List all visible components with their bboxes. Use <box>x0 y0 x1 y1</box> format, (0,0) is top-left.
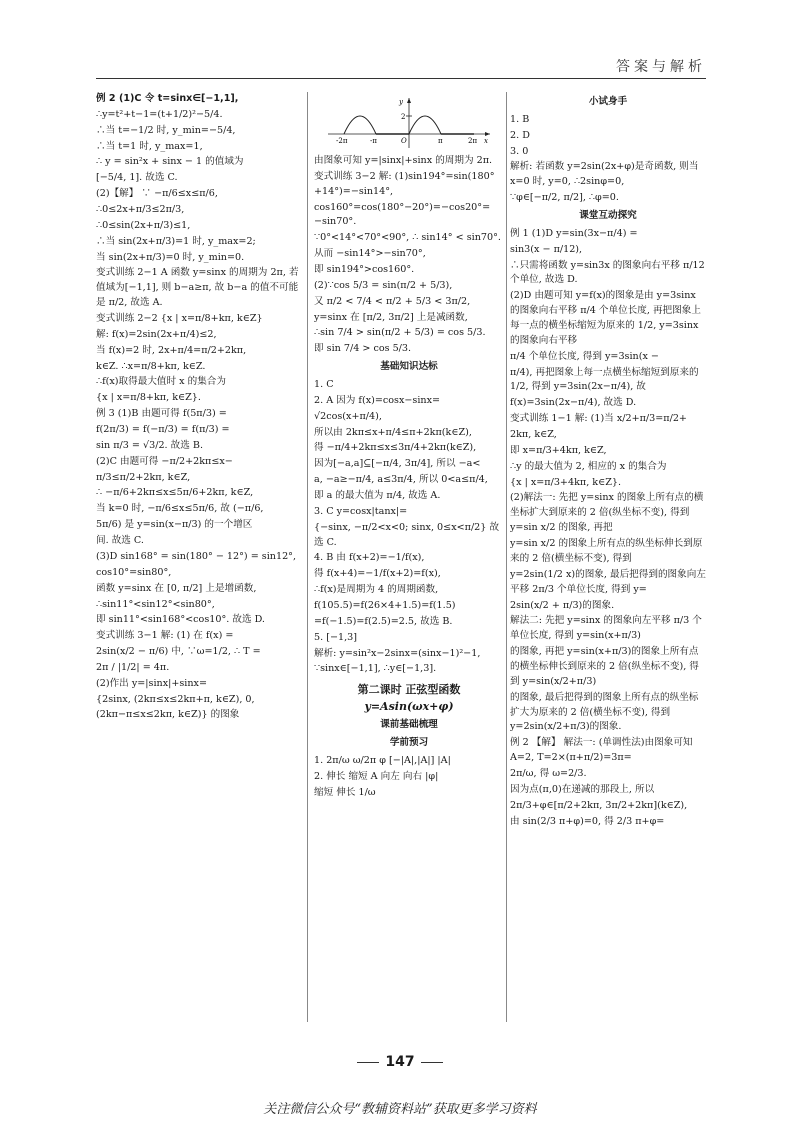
section-heading: 课前基础梳理 <box>380 719 438 731</box>
text-line: 由 sin(2/3 π+φ)=0, 得 2/3 π+φ= <box>510 815 665 827</box>
text-line: ∴f(x)是周期为 4 的周期函数, <box>314 584 439 596</box>
text-line: (2)∵cos 5/3 = sin(π/2 + 5/3), <box>314 279 453 291</box>
text-line: 2. 伸长 缩短 A 向左 向右 |φ| <box>314 771 439 783</box>
text-line: 变式训练 3−1 解: (1) 在 f(x) = <box>96 630 234 642</box>
text-line: 例 3 (1)B 由题可得 f(5π/3) = <box>96 408 227 420</box>
text-line: ∴当 sin(2x+π/3)=1 时, y_max=2; <box>96 235 256 247</box>
text-line: 即 a 的最大值为 π/4, 故选 A. <box>314 490 441 502</box>
text-line: 当 sin(2x+π/3)=0 时, y_min=0. <box>96 251 245 263</box>
page-number <box>0 1054 800 1070</box>
text-line: [−5/4, 1]. 故选 C. <box>96 172 178 184</box>
text-line: 即 x=π/3+4kπ, k∈Z, <box>510 444 607 456</box>
text-line: 得 −π/4+2kπ≤x≤3π/4+2kπ(k∈Z), <box>314 442 477 454</box>
text-line: f(105.5)=f(26×4+1.5)=f(1.5) <box>314 600 456 612</box>
text-line: 例 2 (1)C 令 t=sinx∈[−1,1], <box>96 93 239 104</box>
column-right <box>510 92 706 1047</box>
graph-label: -π <box>370 137 377 145</box>
text-line: 的图象, 最后把得到的图象上所有点的纵坐标扩大为原来的 2 倍(横坐标不变), 得到 y=2sin(x/2+π/3)的图象. <box>510 691 699 733</box>
header-rule <box>96 78 706 79</box>
text-line: 得 f(x+4)=−1/f(x+2)=f(x), <box>314 568 441 580</box>
text-line: 2kπ, k∈Z, <box>510 429 557 441</box>
text-line: 3. C y=cosx|tanx|= <box>314 505 408 517</box>
text-line: 即 sin 7/4 > cos 5/3. <box>314 343 412 355</box>
text-line: 又 π/2 < 7/4 < π/2 + 5/3 < 3π/2, <box>314 295 471 307</box>
text-line: {x | x=π/8+kπ, k∈Z}. <box>96 392 201 404</box>
text-line: 例 2 【解】 解法一: (单调性法)由图象可知 A=2, T=2×(π+π/2)=3π= <box>510 737 693 764</box>
text-line: ∴y=t²+t−1=(t+1/2)²−5/4. <box>96 108 223 120</box>
text-line: 2. D <box>510 129 530 141</box>
text-line: 2. A 因为 f(x)=cosx−sinx= <box>314 394 441 406</box>
text-line: 变式训练 2−1 A 函数 y=sinx 的周期为 2π, 若值域为[−1,1], 则 b−a≥π, 故 b−a 的值不可能是 π/2, 故选 A. <box>96 267 299 309</box>
text-line: π/4 个单位长度, 得到 y=3sin(x − <box>510 350 659 362</box>
graph-label: π <box>438 137 443 145</box>
text-line: cos160°=cos(180°−20°)=−cos20°= −sin70°. <box>314 201 491 228</box>
text-line: 1. 2π/ω ω/2π φ [−|A|,|A|] |A| <box>314 755 451 767</box>
text-line: {2sinx, (2kπ≤x≤2kπ+π, k∈Z), 0, (2kπ−π≤x≤2kπ, k∈Z)} 的图象 <box>96 693 255 720</box>
text-line: y=sin x/2 的图象上所有点的纵坐标伸长到原来的 2 倍(横坐标不变), 得到 <box>510 538 703 564</box>
text-line: (2)【解】 ∵ −π/6≤x≤π/6, <box>96 188 218 200</box>
graph-label: 2 <box>401 113 406 121</box>
text-line: 2π/3+φ∈[π/2+2kπ, 3π/2+2kπ](k∈Z), <box>510 799 688 811</box>
text-line: (2)D 由题可知 y=f(x)的图象是由 y=3sinx 的图象向右平移 π/4 个单位长度, 再把图象上每一点的横坐标缩短为原来的 1/2, y=3sinx 的图象向右平移 <box>510 290 701 346</box>
text-line: ∴当 t=−1/2 时, y_min=−5/4, <box>96 124 236 136</box>
lesson-title: 第二课时 正弦型函数 <box>357 683 461 697</box>
column-middle <box>314 92 504 1047</box>
text-line: ∴只需将函数 y=sin3x 的图象向右平移 π/12 个单位, 故选 D. <box>510 259 705 286</box>
graph-label: O <box>401 137 407 145</box>
text-line: ∴当 t=1 时, y_max=1, <box>96 140 203 152</box>
header-title: 答案与解析 <box>616 59 706 75</box>
text-line: 5. [−1,3] <box>314 631 357 643</box>
text-line: a, −a≥−π/4, a≤3π/4, 所以 0<a≤π/4, <box>314 474 488 486</box>
text-line: 2sin(x/2 − π/6) 中, ∵ω=1/2, ∴ T = <box>96 646 261 658</box>
text-line: ∴ y = sin²x + sinx − 1 的值域为 <box>96 156 244 168</box>
text-line: 4. B 由 f(x+2)=−1/f(x), <box>314 552 425 564</box>
text-line: k∈Z. ∴x=π/8+kπ, k∈Z. <box>96 360 206 372</box>
text-line: ∴0≤sin(2x+π/3)≤1, <box>96 219 191 231</box>
text-line: ∴y 的最大值为 2, 相应的 x 的集合为 <box>510 460 667 472</box>
section-heading: 学前预习 <box>389 737 429 749</box>
page-number-value: 147 <box>385 1054 415 1070</box>
text-line: (2)解法一: 先把 y=sinx 的图象上所有点的横坐标扩大到原来的 2 倍(纵坐标不变), 得到 y=sin x/2 的图象, 再把 <box>510 492 704 534</box>
text-line: {x | x=π/3+4kπ, k∈Z}. <box>510 476 622 488</box>
text-line: (2)C 由题可得 −π/2+2kπ≤x− <box>96 455 233 467</box>
page-number-dash <box>421 1062 443 1063</box>
text-line: ∵φ∈[−π/2, π/2], ∴φ=0. <box>510 192 619 204</box>
text-line: ∴f(x)取得最大值时 x 的集合为 <box>96 376 226 388</box>
text-line: y=2sin(1/2 x)的图象, 最后把得到的图象向左平移 2π/3 个单位长度, 得到 y= <box>510 568 706 595</box>
footer-note: 关注微信公众号“教辅资料站”获取更多学习资料 <box>263 1102 537 1117</box>
text-line: 解析: y=sin²x−2sinx=(sinx−1)²−1, ∵sinx∈[−1,1], ∴y∈[−1,3]. <box>314 647 481 674</box>
function-graph <box>324 94 494 150</box>
text-line: 当 f(x)=2 时, 2x+π/4=π/2+2kπ, <box>96 344 247 356</box>
section-heading: 基础知识达标 <box>380 361 438 373</box>
text-line: 缩短 伸长 1/ω <box>314 786 376 798</box>
text-line: 1. B <box>510 113 530 125</box>
page-number-dash <box>357 1062 379 1063</box>
text-line: 解析: 若函数 y=2sin(2x+φ)是奇函数, 则当 x=0 时, y=0, ∴2sinφ=0, <box>510 161 699 188</box>
text-line: ∴sin 7/4 > sin(π/2 + 5/3) = cos 5/3. <box>314 327 486 339</box>
column-left <box>96 92 304 1047</box>
text-line: ∴sin11°<sin12°<sin80°, <box>96 598 215 610</box>
text-line: 变式训练 3−2 解: (1)sin194°=sin(180° +14°)=−sin14°, <box>314 170 495 197</box>
text-line: 因为[−a,a]⊆[−π/4, 3π/4], 所以 −a< <box>314 458 481 470</box>
graph-label: -2π <box>336 137 348 145</box>
section-heading: 课堂互动探究 <box>579 210 637 222</box>
text-line: 由图象可知 y=|sinx|+sinx 的周期为 2π. <box>314 155 493 166</box>
text-line: y=sinx 在 [π/2, 3π/2] 上是减函数, <box>314 311 468 323</box>
text-line: sin3(x − π/12), <box>510 243 583 255</box>
text-line: ∴ −π/6+2kπ≤x≤5π/6+2kπ, k∈Z, <box>96 487 254 499</box>
text-line: f(x)=3sin(2x−π/4), 故选 D. <box>510 397 637 409</box>
text-line: √2cos(x+π/4), <box>314 410 382 422</box>
text-line: 从而 −sin14°>−sin70°, <box>314 248 426 260</box>
text-line: ∵0°<14°<70°<90°, ∴ sin14° < sin70°. <box>314 232 501 244</box>
text-line: cos10°=sin80°, <box>96 566 172 578</box>
text-line: 2π / |1/2| = 4π. <box>96 661 170 673</box>
text-line: 例 1 (1)D y=sin(3x−π/4) = <box>510 227 638 239</box>
text-line: 变式训练 2−2 {x | x=π/8+kπ, k∈Z} <box>96 313 263 325</box>
text-line: ∴0≤2x+π/3≤2π/3, <box>96 204 185 216</box>
text-line: (2)作出 y=|sinx|+sinx= <box>96 677 207 689</box>
graph-label: y <box>399 98 403 106</box>
text-line: 2π/ω, 得 ω=2/3. <box>510 767 587 779</box>
text-line: 即 sin194°>cos160°. <box>314 264 415 276</box>
text-line: (3)D sin168° = sin(180° − 12°) = sin12°, <box>96 550 297 562</box>
text-line: 解: f(x)=2sin(2x+π/4)≤2, <box>96 328 217 340</box>
text-line: =f(−1.5)=f(2.5)=2.5, 故选 B. <box>314 615 453 627</box>
text-line: 5π/6) 是 y=sin(x−π/3) 的一个增区 <box>96 519 253 531</box>
text-line: π/3≤π/2+2kπ, k∈Z, <box>96 471 191 483</box>
section-heading: 小试身手 <box>588 96 628 107</box>
text-line: sin π/3 = √3/2. 故选 B. <box>96 439 203 451</box>
text-line: 因为点(π,0)在递减的那段上, 所以 <box>510 783 655 795</box>
text-line: 所以由 2kπ≤x+π/4≤π+2kπ(k∈Z), <box>314 426 472 438</box>
text-line: 的图象, 再把 y=sin(x+π/3)的图象上所有点的横坐标伸长到原来的 2 倍(纵坐标不变), 得到 y=sin(x/2+π/3) <box>510 646 699 687</box>
text-line: 变式训练 1−1 解: (1)当 x/2+π/3=π/2+ <box>510 413 687 425</box>
text-line: 即 sin11°<sin168°<cos10°. 故选 D. <box>96 614 265 626</box>
text-line: π/4), 再把图象上每一点横坐标缩短到原来的 1/2, 得到 y=3sin(2x−π/4), 故 <box>510 366 699 393</box>
text-line: 解法二: 先把 y=sinx 的图象向左平移 π/3 个单位长度, 得到 y=sin(x+π/3) <box>510 615 702 642</box>
text-line: {−sinx, −π/2<x<0; sinx, 0≤x<π/2} 故选 C. <box>314 521 500 548</box>
text-line: 函数 y=sinx 在 [0, π/2] 上是增函数, <box>96 582 257 594</box>
text-line: 1. C <box>314 379 334 391</box>
graph-label: 2π <box>468 137 478 145</box>
text-line: 3. 0 <box>510 145 529 157</box>
column-divider <box>307 92 308 1022</box>
text-line: 2sin(x/2 + π/3)的图象. <box>510 599 615 611</box>
text-line: f(2π/3) = f(−π/3) = f(π/3) = <box>96 424 230 436</box>
text-line: 当 k=0 时, −π/6≤x≤5π/6, 故 (−π/6, <box>96 503 264 515</box>
graph-label: x <box>484 137 488 145</box>
column-divider <box>506 92 507 1022</box>
text-line: 间. 故选 C. <box>96 535 144 547</box>
lesson-formula: y=Asin(ωx+φ) <box>364 700 454 714</box>
